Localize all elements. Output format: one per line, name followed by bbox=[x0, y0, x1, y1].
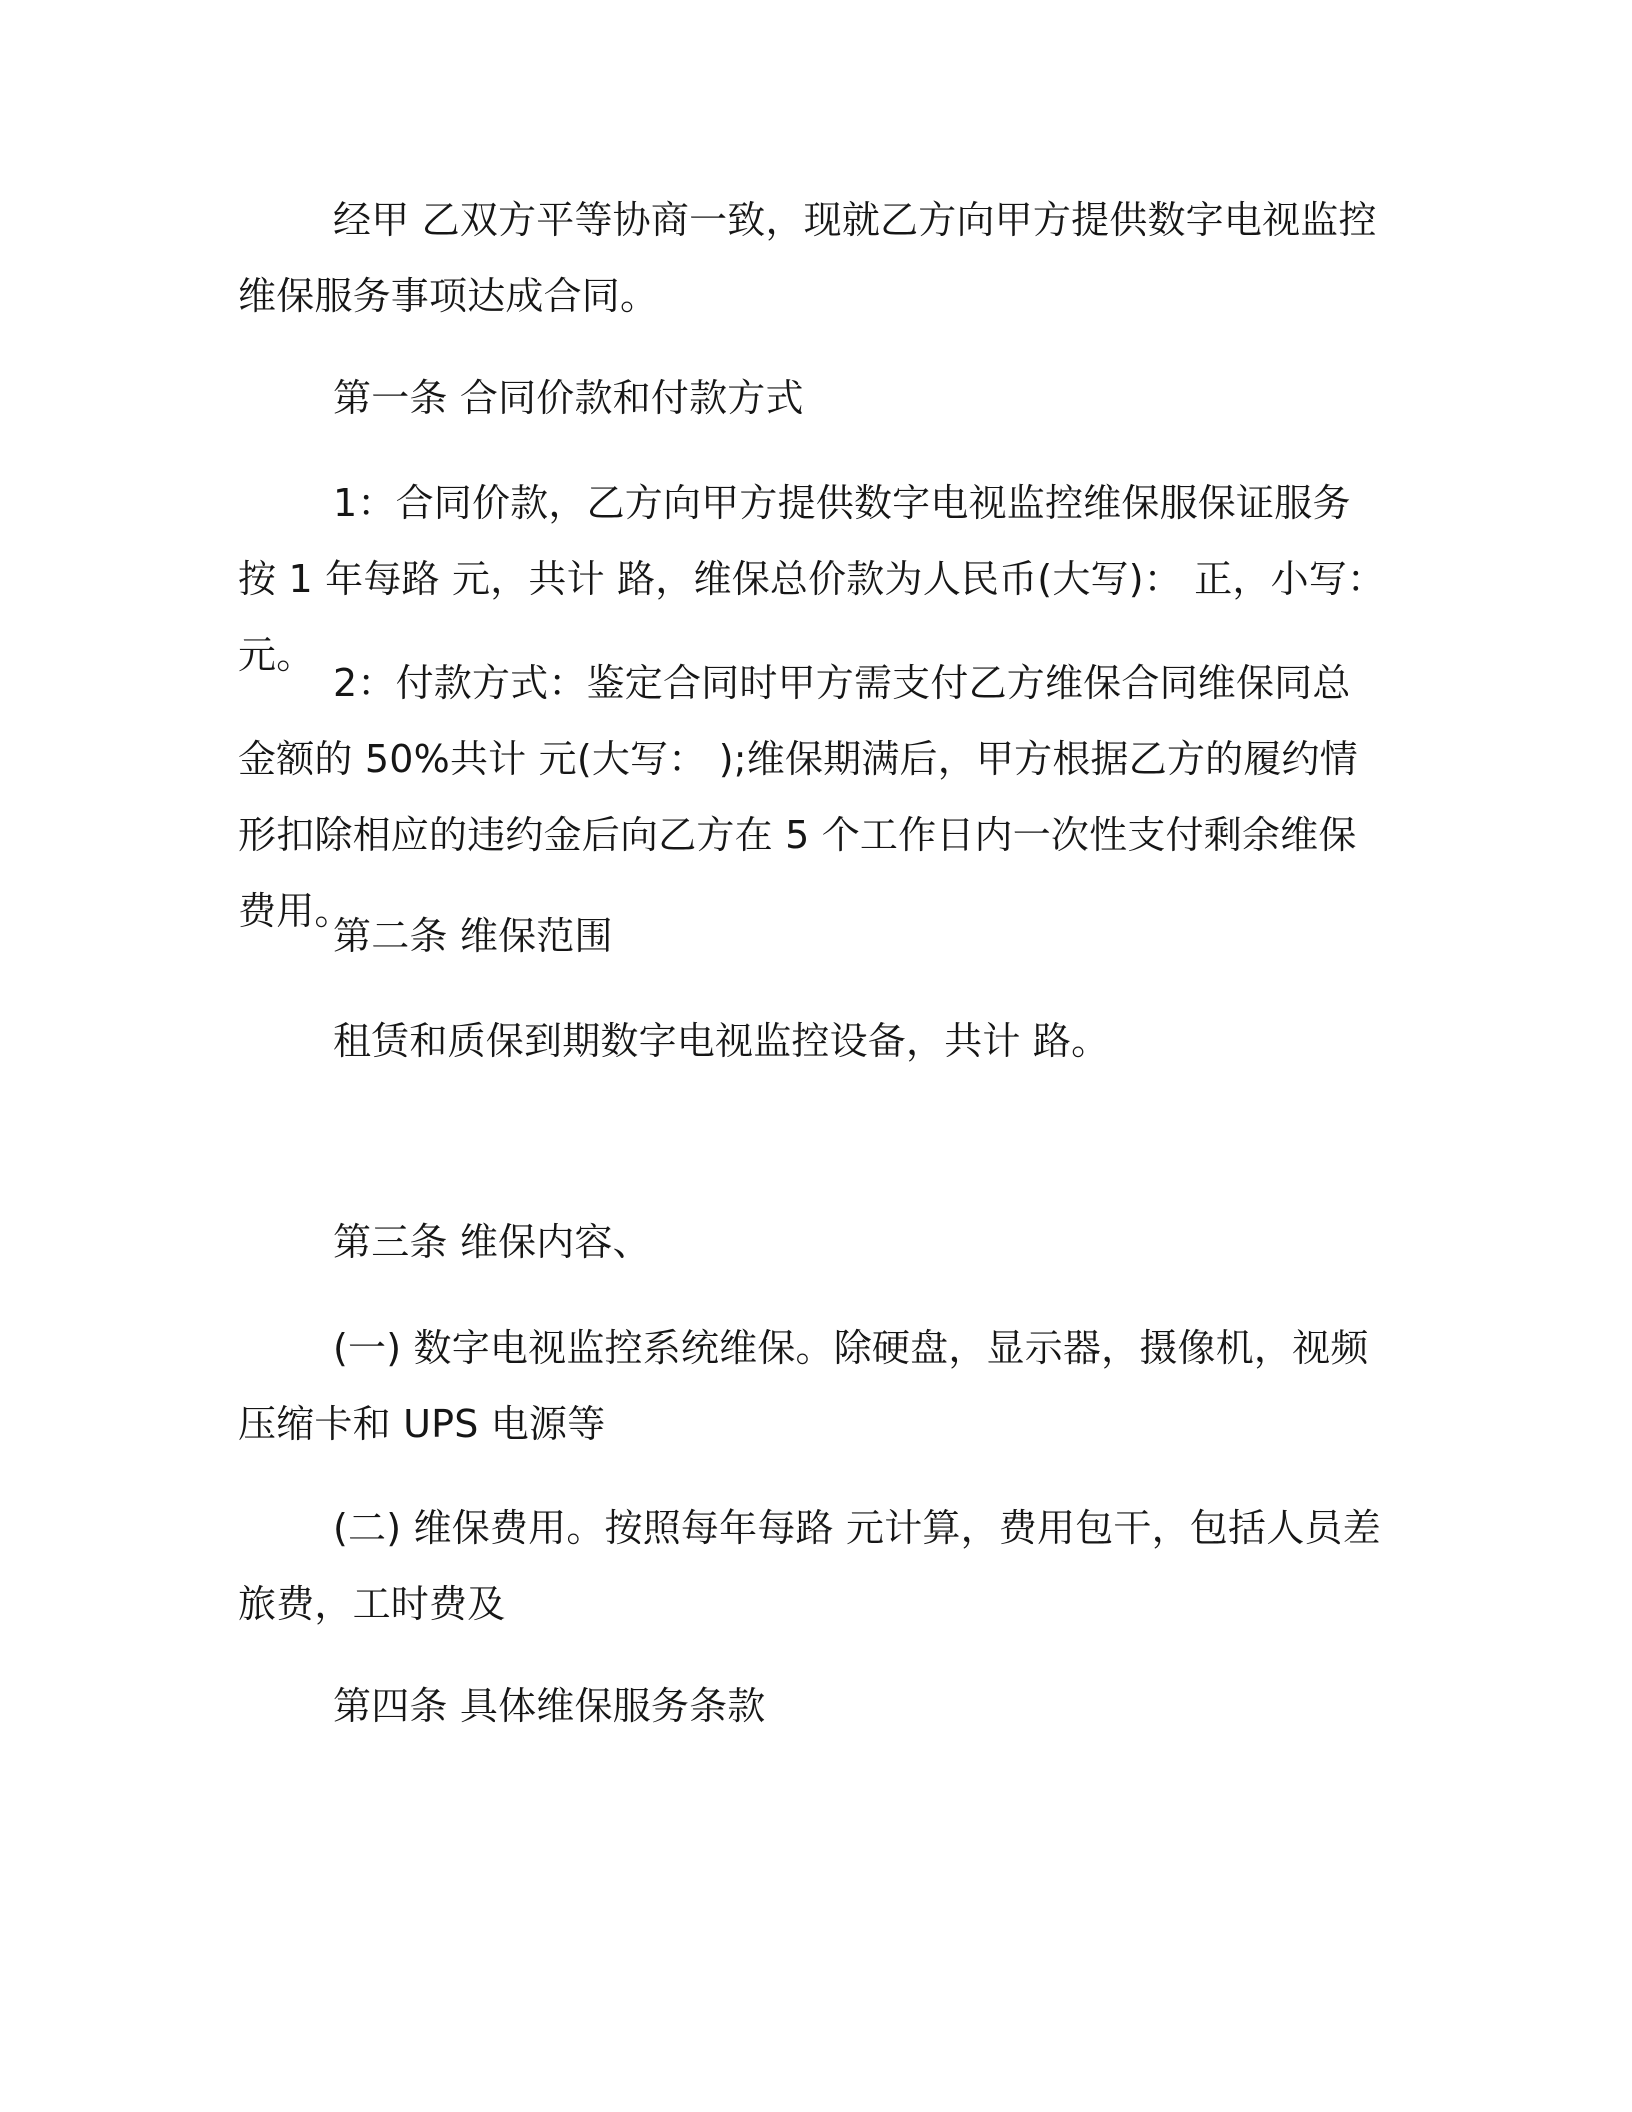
payment-method-paragraph: 2：付款方式：鉴定合同时甲方需支付乙方维保合同维保同总金额的 50%共计 元(大写： );维保期满后，甲方根据乙方的履约情形扣除相应的违约金后向乙方在 5 个工作日内一次性支付剩余维保费用。 bbox=[238, 661, 1358, 933]
content-item-2: (二) 维保费用。按照每年每路 元计算，费用包干，包括人员差旅费，工时费及 bbox=[238, 1506, 1381, 1626]
article-3-heading: 第三条 维保内容、 bbox=[333, 1220, 651, 1264]
intro-paragraph: 经甲 乙双方平等协商一致，现就乙方向甲方提供数字电视监控维保服务事项达成合同。 bbox=[238, 198, 1377, 318]
article-4-heading: 第四条 具体维保服务条款 bbox=[333, 1684, 766, 1728]
article-1-heading: 第一条 合同价款和付款方式 bbox=[333, 376, 804, 420]
content-item-1: (一) 数字电视监控系统维保。除硬盘，显示器，摄像机，视频压缩卡和 UPS 电源等 bbox=[238, 1326, 1369, 1446]
scope-paragraph: 租赁和质保到期数字电视监控设备，共计 路。 bbox=[333, 1019, 1110, 1063]
contract-price-paragraph: 1：合同价款，乙方向甲方提供数字电视监控维保服保证服务按 1 年每路 元，共计 路，维保总价款为人民币(大写)： 正，小写： 元。 bbox=[238, 481, 1386, 677]
article-2-heading: 第二条 维保范围 bbox=[333, 914, 613, 958]
